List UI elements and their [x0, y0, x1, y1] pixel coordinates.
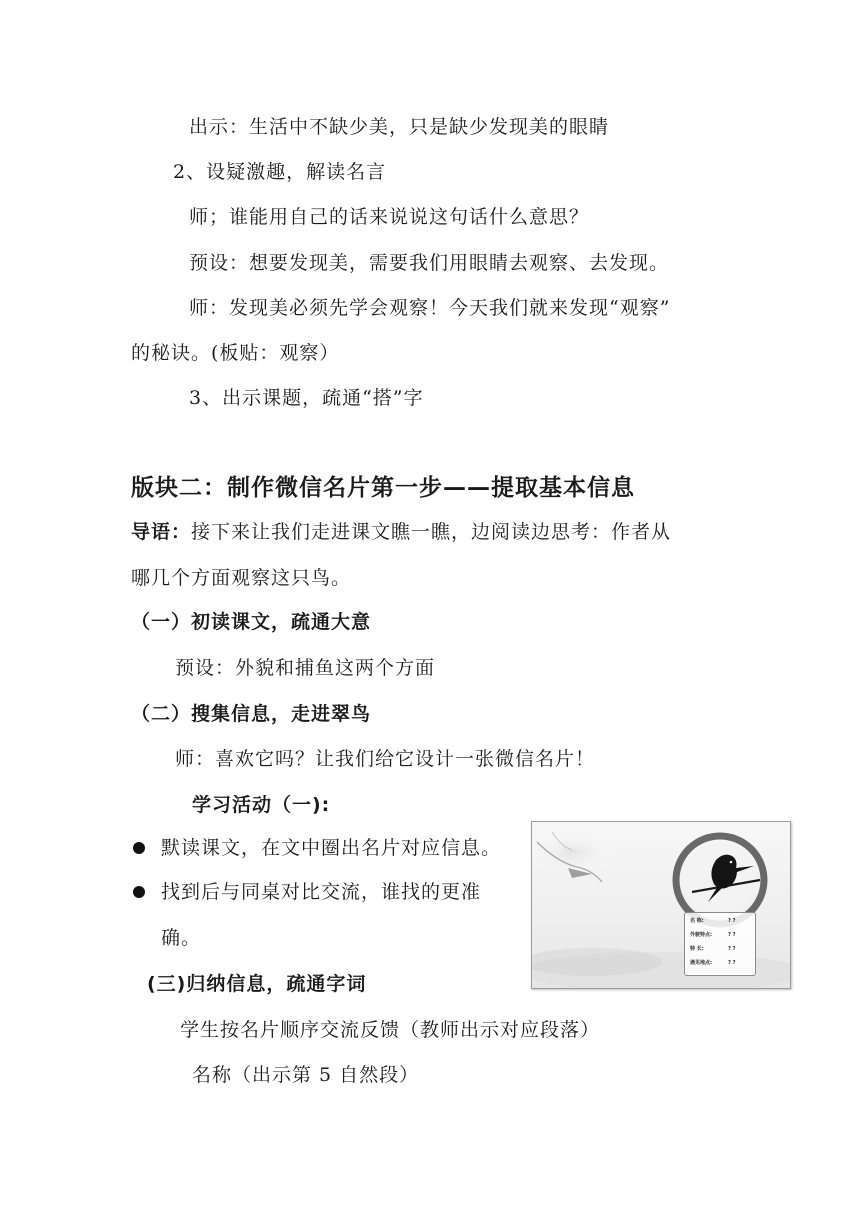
subheading-collect-info: （二）搜集信息，走进翠鸟	[131, 703, 372, 725]
activity-title: 学习活动（一):	[192, 794, 331, 816]
bullet-item-1: 默读课文，在文中圈出名片对应信息。	[161, 837, 502, 859]
section-heading: 版块二：制作微信名片第一步——提取基本信息	[131, 475, 635, 501]
card-info-panel	[684, 912, 756, 976]
card-row-name	[690, 918, 752, 925]
text-line-step2: 2、设疑激趣，解读名言	[173, 161, 387, 183]
text-line-step3: 3、出示课题，疏通“搭”字	[189, 387, 424, 409]
text-line-teacher-card: 师：喜欢它吗？让我们给它设计一张微信名片！	[175, 748, 596, 770]
card-row-label: 遇见地点:	[690, 960, 712, 966]
bullet-dot-2	[133, 886, 145, 898]
text-line-preset-2: 预设：外貌和捕鱼这两个方面	[175, 657, 436, 679]
card-row-appearance	[690, 932, 752, 939]
intro-label: 导语：	[131, 521, 192, 543]
text-line-show: 出示：生活中不缺少美，只是缺少发现美的眼睛	[189, 116, 610, 138]
card-row-label: 名 称:	[690, 918, 704, 924]
intro-line-2: 哪几个方面观察这只鸟。	[131, 567, 352, 589]
intro-text: 接下来让我们走进课文瞧一瞧，边阅读边思考：作者从	[191, 521, 672, 543]
intro-line-1	[131, 520, 671, 544]
subheading-first-read: （一）初读课文，疏通大意	[131, 611, 372, 633]
subheading-summarize: (三)归纳信息，疏通字词	[147, 973, 367, 995]
card-row-value: ? ?	[728, 932, 736, 938]
bullet-item-2-cont: 确。	[161, 927, 202, 949]
card-row-value: ? ?	[728, 946, 736, 952]
card-row-value: ? ?	[728, 960, 736, 966]
text-line-teacher-discover: 师：发现美必须先学会观察！今天我们就来发现“观察”	[189, 297, 671, 319]
card-row-label: 外貌特点:	[690, 932, 712, 938]
card-row-location	[690, 960, 752, 967]
card-row-skill	[690, 946, 752, 953]
text-line-teacher-question: 师；谁能用自己的话来说说这句话什么意思？	[189, 206, 590, 228]
text-line-secret: 的秘诀。(板贴：观察）	[131, 342, 340, 364]
kingfisher-card-image	[531, 821, 791, 989]
text-line-students: 学生按名片顺序交流反馈（教师出示对应段落）	[180, 1019, 601, 1041]
bullet-dot-1	[133, 842, 145, 854]
bullet-item-2: 找到后与同桌对比交流，谁找的更准	[161, 881, 482, 903]
text-line-name-para: 名称（出示第 5 自然段）	[192, 1064, 420, 1086]
card-row-value: ? ?	[728, 918, 736, 924]
text-line-preset: 预设：想要发现美，需要我们用眼睛去观察、去发现。	[189, 252, 670, 274]
card-row-label: 特 长:	[690, 946, 704, 952]
